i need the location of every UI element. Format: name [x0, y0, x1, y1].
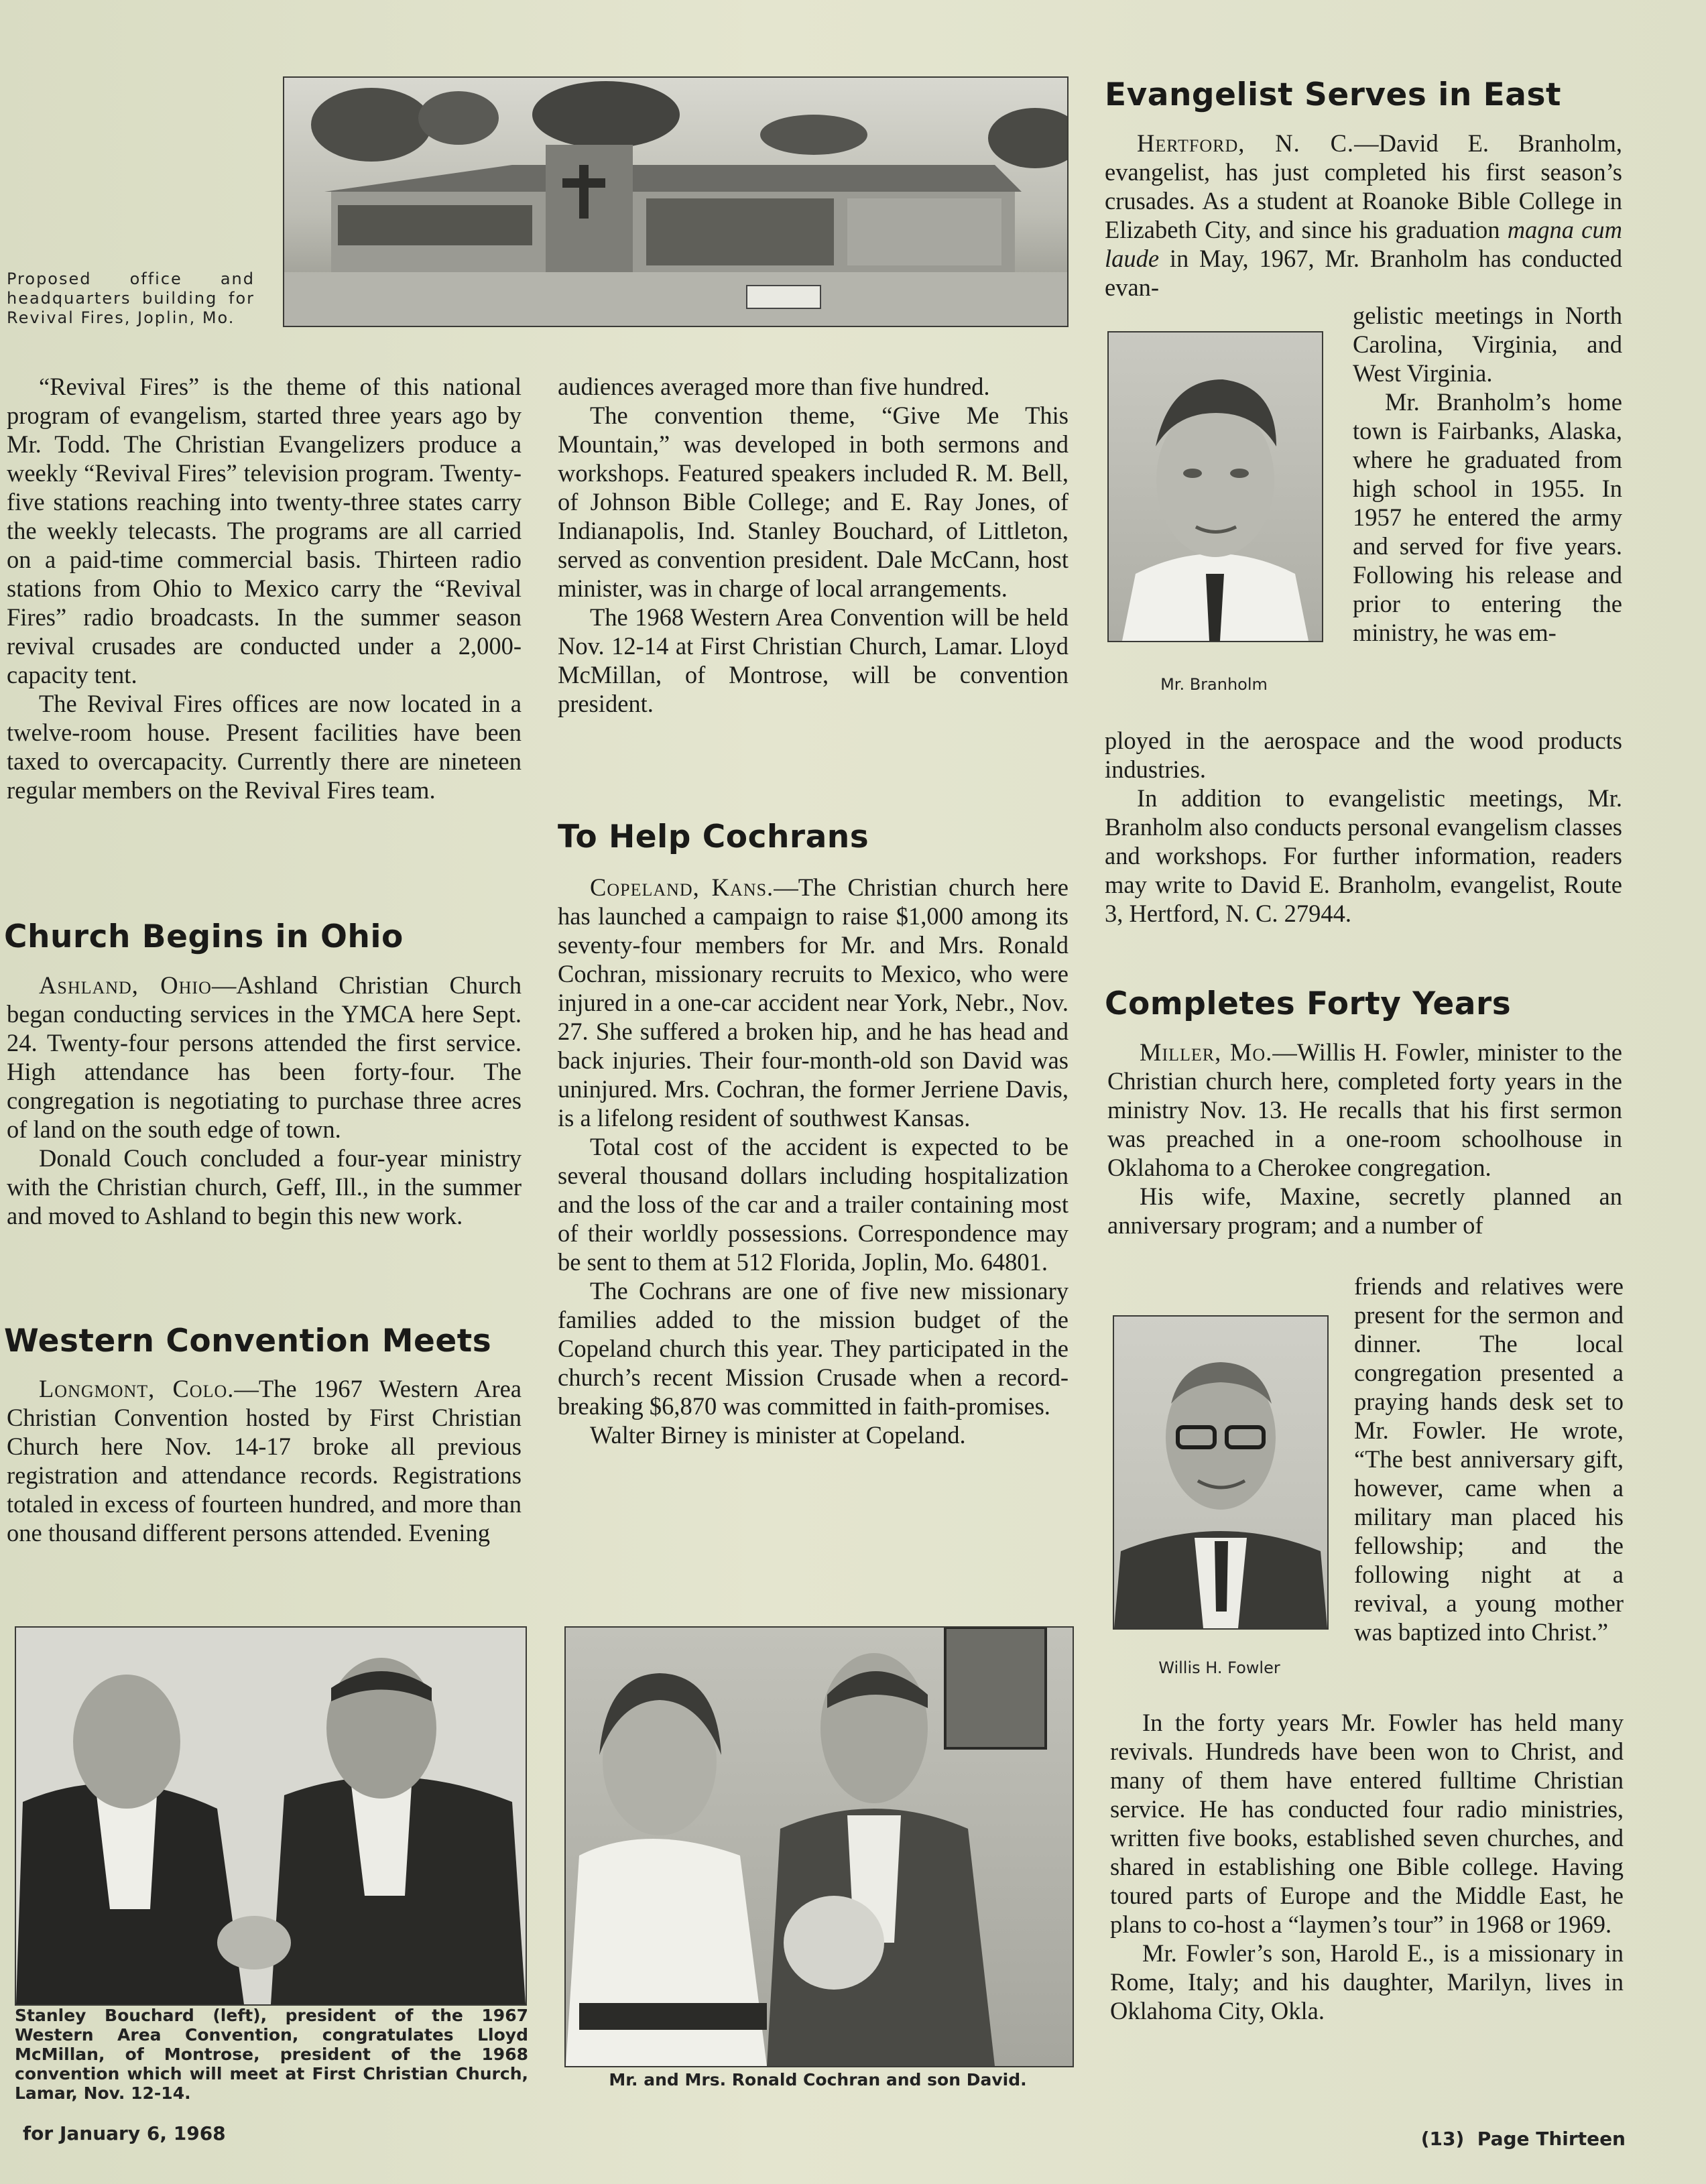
evangelist-text-latin: magna cum laude	[1105, 216, 1622, 272]
branholm-photo	[1107, 331, 1323, 642]
ohio-article	[7, 971, 522, 1230]
cochran-family-photo	[564, 1626, 1074, 2067]
evangelist-text-1b: in May, 1967, Mr. Branholm has conducted evan-	[1105, 245, 1622, 301]
branholm-caption: Mr. Branholm	[1160, 675, 1268, 694]
evangelist-wrap-2: Mr. Branholm’s home town is Fairbanks, Alaska, where he graduated from high school in 1955. In 1957 he entered the army and served for five years. Following his release and prior to entering the ministry, he was em-	[1353, 388, 1622, 646]
fowler-dateline: Miller, Mo.	[1140, 1038, 1273, 1066]
evangelist-wrap-text	[1353, 301, 1622, 647]
ohio-paragraph-2: Donald Couch concluded a four-year ministry with the Christian church, Geff, Ill., in the summer and moved to Ashland to begin this new work.	[7, 1144, 522, 1229]
footer-page-number: (13) Page Thirteen	[1420, 2128, 1626, 2150]
fowler-paragraph-2: His wife, Maxine, secretly planned an anniversary program; and a number of	[1107, 1182, 1622, 1239]
cochrans-article	[558, 873, 1069, 1449]
fowler-wrap-text	[1354, 1272, 1624, 1646]
revival-paragraph-1: “Revival Fires” is the theme of this national program of evangelism, started three years ago by Mr. Todd. The Christian Evangelizers produce a weekly “Revival Fires” television program. Twenty-five stations reaching into twenty-three states carry the weekly telecasts. The programs are all carried on a paid-time commercial basis. Thirteen radio stations from Ohio to Mexico carry the “Revival Fires” radio broadcasts. In the summer season revival crusades are conducted under a 2,000-capacity tent.	[7, 373, 522, 688]
building-drawing	[284, 78, 1067, 326]
fowler-caption: Willis H. Fowler	[1158, 1658, 1280, 1677]
headline-forty-years: Completes Forty Years	[1105, 985, 1512, 1022]
column-2-convention	[558, 372, 1069, 718]
headline-church-ohio: Church Begins in Ohio	[4, 918, 404, 955]
headline-help-cochrans: To Help Cochrans	[558, 818, 869, 855]
ohio-text-1: —Ashland Christian Church began conducting services in the YMCA here Sept. 24. Twenty-four persons attended the first service. High attendance has been forty-four. The congregation is negotiating to purchase three acres of land on the south edge of town.	[7, 971, 522, 1143]
fowler-text-1: —Willis H. Fowler, minister to the Christian church here, completed forty years in the ministry Nov. 13. He recalls that his first sermon was preached in a one-room schoolhouse in Oklahoma to a Cherokee congregation.	[1107, 1038, 1622, 1181]
western-article	[7, 1374, 522, 1547]
evangelist-text-1a: —David E. Branholm, evangelist, has just completed his first season’s crusades. As a student at Roanoke Bible College in Elizabeth City, and since his graduation	[1105, 129, 1623, 243]
western-text-1: —The 1967 Western Area Christian Convention hosted by First Christian Church here Nov. 14-17 broke all previous registration and attendance records. Registrations totaled in excess of fourteen hundred, and more than one thousand different persons attended. Evening	[7, 1375, 522, 1546]
convention-paragraph-3: The 1968 Western Area Convention will be held Nov. 12-14 at First Christian Church, Lamar. Lloyd McMillan, of Montrose, will be convention president.	[558, 603, 1069, 717]
fowler-portrait	[1114, 1317, 1327, 1628]
headline-western-convention: Western Convention Meets	[4, 1323, 492, 1359]
cochrans-text-1: —The Christian church here has launched a campaign to raise $1,000 among its seventy-four members for Mr. and Mrs. Ronald Cochran, missionary recruits to Mexico, who were injured in a one-car accident near York, Nebr., Nov. 27. She suffered a broken hip, and he has head and back injuries. Their four-month-old son David was uninjured. Mrs. Cochran, the former Jerriene Davis, is a lifelong resident of southwest Kansas.	[558, 873, 1069, 1132]
cochrans-paragraph-1	[558, 873, 1069, 1132]
building-caption: Proposed office and headquarters building for Revival Fires, Joplin, Mo.	[7, 269, 255, 327]
fowler-paragraph-4: Mr. Fowler’s son, Harold E., is a missionary in Rome, Italy; and his daughter, Marilyn, lives in Oklahoma City, Okla.	[1110, 1939, 1624, 2024]
revival-paragraph-2: The Revival Fires offices are now located in a twelve-room house. Present facilities have been taxed to overcapacity. Currently there are nineteen regular members on the Revival Fires team.	[7, 690, 522, 804]
evangelist-intro	[1105, 129, 1622, 302]
cochrans-dateline: Copeland, Kans.	[590, 873, 774, 901]
evangelist-paragraph-1	[1105, 129, 1622, 302]
cochrans-paragraph-3: The Cochrans are one of five new missionary families added to the mission budget of the Copeland church this year. They participated in the church’s recent Mission Crusade when a record-breaking $6,870 was committed in faith-promises.	[558, 1277, 1069, 1420]
cochrans-paragraph-2: Total cost of the accident is expected to be several thousand dollars including hospitalization and the loss of the car and a trailer containing most of their worldly possessions. Correspondence may be sent to them at 512 Florida, Joplin, Mo. 64801.	[558, 1133, 1069, 1276]
western-paragraph-1	[7, 1374, 522, 1547]
fowler-wrap-1: friends and relatives were present for the sermon and dinner. The local congregation presented a praying hands desk set to Mr. Fowler. He wrote, “The best anniversary gift, however, came when a military man placed his fellowship; and the following night at a revival, a young mother was baptized into Christ.”	[1354, 1272, 1624, 1646]
fowler-photo	[1113, 1315, 1329, 1630]
evangelist-wrap-1: gelistic meetings in North Carolina, Virginia, and West Virginia.	[1353, 302, 1622, 387]
fowler-article	[1107, 1038, 1622, 1239]
fowler-paragraph-3: In the forty years Mr. Fowler has held many revivals. Hundreds have been won to Christ, and many of them have entered fulltime Christian service. He has conducted four radio ministries, written five books, established seven churches, and shared in establishing one Bible college. Having toured parts of Europe and the Middle East, he plans to co-host a “laymen’s tour” in 1968 or 1969.	[1110, 1709, 1624, 1938]
ohio-dateline: Ashland, Ohio	[39, 971, 212, 999]
handshake-scene	[16, 1628, 526, 2004]
branholm-portrait	[1109, 332, 1322, 641]
cochran-photo-caption: Mr. and Mrs. Ronald Cochran and son David.	[609, 2070, 1027, 2089]
evangelist-paragraph-2-tail: ployed in the aerospace and the wood products industries.	[1105, 727, 1622, 783]
headline-evangelist-east: Evangelist Serves in East	[1105, 76, 1561, 113]
evangelist-continued	[1105, 726, 1622, 928]
western-dateline: Longmont, Colo.	[39, 1375, 235, 1402]
footer-date: for January 6, 1968	[23, 2122, 226, 2144]
evangelist-paragraph-3: In addition to evangelistic meetings, Mr. Branholm also conducts personal evangelism classes and workshops. For further information, readers may write to David E. Branholm, evangelist, Route 3, Hertford, N. C. 27944.	[1105, 784, 1622, 927]
convention-photo-caption: Stanley Bouchard (left), president of the 1967 Western Area Convention, congratulates Lloyd McMillan, of Montrose, president of the 1968 convention which will meet at First Christian Church, Lamar, Nov. 12-14.	[15, 2006, 528, 2103]
cochrans-paragraph-4: Walter Birney is minister at Copeland.	[590, 1421, 966, 1449]
ohio-paragraph-1	[7, 971, 522, 1144]
family-scene	[566, 1628, 1073, 2066]
building-illustration	[283, 76, 1069, 327]
fowler-continued	[1110, 1708, 1624, 2025]
fowler-paragraph-1	[1107, 1038, 1622, 1182]
convention-photo	[15, 1626, 527, 2006]
column-1-intro	[7, 372, 522, 804]
convention-paragraph-2: The convention theme, “Give Me This Mountain,” was developed in both sermons and workshops. Featured speakers included R. M. Bell, of Johnson Bible College; and E. Ray Jones, of Indianapolis, Ind. Stanley Bouchard, of Littleton, served as convention president. Dale McCann, host minister, was in charge of local arrangements.	[558, 402, 1069, 602]
convention-paragraph-1: audiences averaged more than five hundred.	[558, 373, 990, 400]
evangelist-dateline: Hertford, N. C.	[1137, 129, 1355, 157]
